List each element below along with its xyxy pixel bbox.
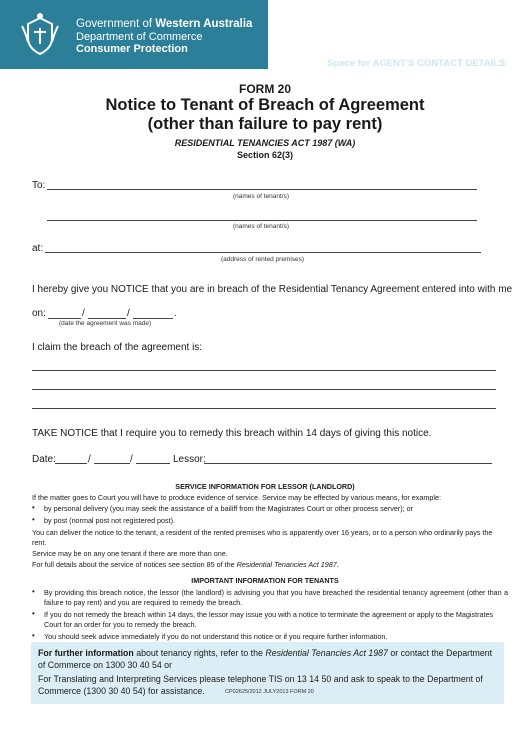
agreement-year-field[interactable] <box>133 318 173 319</box>
form-number: FORM 20 <box>238 82 291 96</box>
service-heading: SERVICE INFORMATION FOR LESSOR (LANDLORD) <box>175 482 355 491</box>
service-bullet: by personal delivery (you may seek the assistance of a bailiff from the Magistrates Court or other process server); or <box>44 504 413 513</box>
date-separator: / <box>88 454 91 465</box>
government-name: Government of Western Australia <box>76 18 253 30</box>
service-paragraph: For full details about the service of notices see section 85 of the Residential Tenancies Act 1987. <box>32 560 339 569</box>
to-label: To: <box>32 180 46 191</box>
date-end: . <box>174 308 177 319</box>
lessor-label: Lessor: <box>173 454 206 465</box>
form-subtitle: (other than failure to pay rent) <box>147 115 383 133</box>
agreement-day-field[interactable] <box>48 318 81 319</box>
important-bullet: By providing this breach notice, the lessor (the landlord) is advising you that you have breached the residential tenancy agreement (other than a failure to pay rent) and you are required to remedy the breach. <box>44 588 508 607</box>
breach-line-1[interactable] <box>32 370 496 371</box>
lessor-signature-field[interactable] <box>204 463 492 464</box>
form-title: Notice to Tenant of Breach of Agreement <box>105 96 425 114</box>
bullet-icon: • <box>32 515 35 524</box>
important-bullet: If you do not remedy the breach within 14 days, the lessor may issue you with a notice to terminate the agreement or apply to the Magistrates Court for an order for you to remedy the breach. <box>44 610 494 629</box>
agent-contact-placeholder: Space for AGENT'S CONTACT DETAILS <box>327 58 506 69</box>
bullet-icon: • <box>32 609 35 618</box>
service-paragraph: You can deliver the notice to the tenant, a resident of the rented premises who is apparently over 16 years, or to a person who ordinarily pays the rent. <box>32 528 493 547</box>
further-info-text: For further information about tenancy rights, refer to the Residential Tenancies Act 1987 or contact the Department of Commerce on 1300 30 40 54 or <box>38 648 493 670</box>
date-label: Date: <box>32 454 56 465</box>
notice-day-field[interactable] <box>55 463 87 464</box>
date-separator: / <box>130 454 133 465</box>
bullet-icon: • <box>32 631 35 640</box>
division-name: Consumer Protection <box>76 43 188 55</box>
on-label: on: <box>32 308 46 319</box>
bullet-icon: • <box>32 503 35 512</box>
claim-statement: I claim the breach of the agreement is: <box>32 342 203 353</box>
tenant-name-field-1[interactable] <box>47 189 477 190</box>
tenant-caption-2: (names of tenant/s) <box>233 223 289 230</box>
act-reference: RESIDENTIAL TENANCIES ACT 1987 (WA) <box>174 138 356 148</box>
tenant-name-field-2[interactable] <box>47 220 477 221</box>
date-separator: / <box>127 308 130 319</box>
coat-of-arms-icon <box>20 12 60 56</box>
important-heading: IMPORTANT INFORMATION FOR TENANTS <box>191 576 339 585</box>
notice-statement: I hereby give you NOTICE that you are in breach of the Residential Tenancy Agreement entered into with me <box>32 284 513 295</box>
date-separator: / <box>82 308 85 319</box>
address-caption: (address of rented premises) <box>221 256 305 263</box>
important-bullet: You should seek advice immediately if you do not understand this notice or if you require further information. <box>44 632 388 641</box>
agreement-month-field[interactable] <box>88 318 126 319</box>
breach-line-3[interactable] <box>32 408 496 409</box>
address-field[interactable] <box>45 252 481 253</box>
bullet-icon: • <box>32 587 35 596</box>
interpreting-services-text: For Translating and Interpreting Services please telephone TIS on 13 14 50 and ask to speak to the Department of Commerce (1300 30 40 54) for assistance. <box>38 674 483 696</box>
form-reference-code: CP02625/2012 JULY2013 FORM 20 <box>225 689 314 695</box>
service-paragraph: Service may be on any one tenant if there are more than one. <box>32 549 228 558</box>
breach-line-2[interactable] <box>32 389 496 390</box>
notice-year-field[interactable] <box>136 463 170 464</box>
date-caption: (date the agreement was made) <box>59 320 152 327</box>
department-name: Department of Commerce <box>76 31 203 43</box>
tenant-caption-1: (names of tenant/s) <box>233 193 289 200</box>
at-label: at: <box>32 243 44 254</box>
service-bullet: by post (normal post not registered post). <box>44 516 176 525</box>
service-intro: If the matter goes to Court you will have to produce evidence of service. Service may be effected by various means, for example: <box>32 493 441 502</box>
section-reference: Section 62(3) <box>236 150 294 160</box>
notice-month-field[interactable] <box>94 463 130 464</box>
take-notice-statement: TAKE NOTICE that I require you to remedy this breach within 14 days of giving this notice. <box>32 428 432 439</box>
